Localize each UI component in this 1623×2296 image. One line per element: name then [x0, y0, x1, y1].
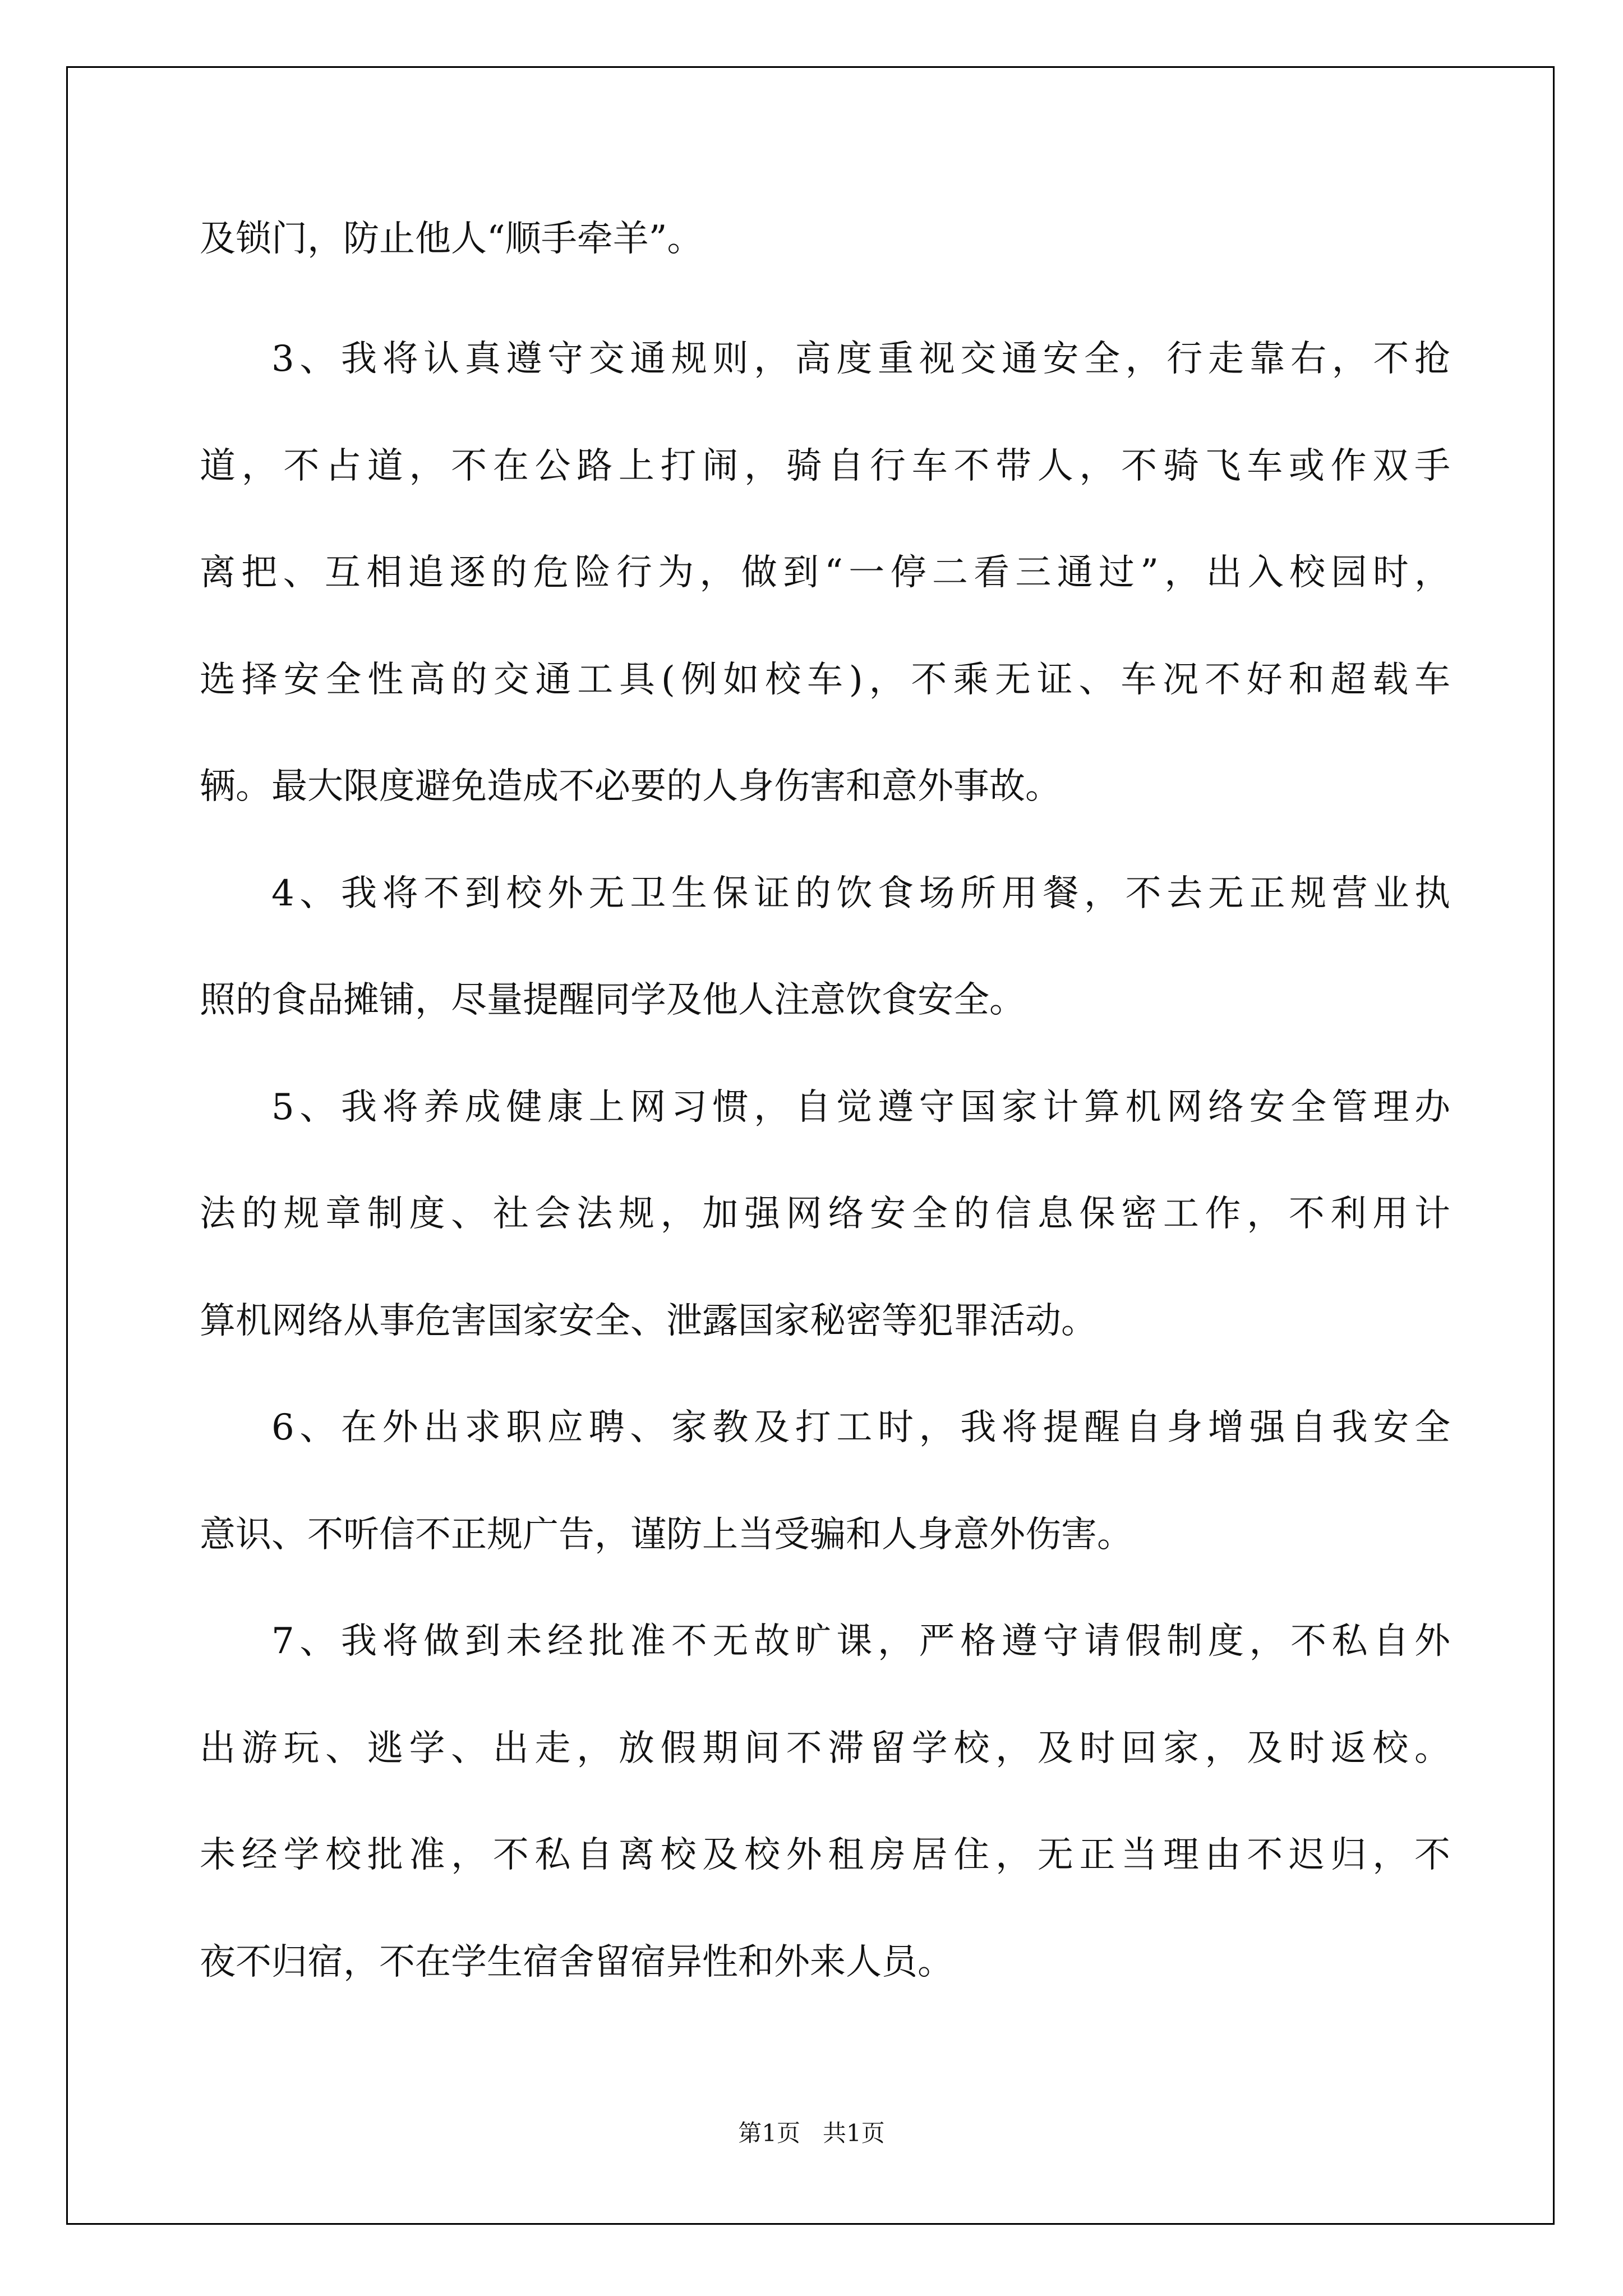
text-line: 离把、互相追逐的危险行为，做到“一停二看三通过”，出入校园时， [200, 552, 1450, 593]
text-line: 6、在外出求职应聘、家教及打工时，我将提醒自身增强自我安全 [271, 1407, 1450, 1448]
page-number-footer: 第1页 共1页 [738, 2119, 885, 2147]
text-line: 未经学校批准，不私自离校及校外租房居住，无正当理由不迟归，不 [200, 1834, 1450, 1876]
text-line: 及锁门，防止他人“顺手牵羊”。 [200, 218, 703, 260]
page-border [66, 66, 1555, 2225]
text-line: 道，不占道，不在公路上打闹，骑自行车不带人，不骑飞车或作双手 [200, 445, 1450, 487]
text-line: 照的食品摊铺，尽量提醒同学及他人注意饮食安全。 [200, 979, 1025, 1021]
text-line: 出游玩、逃学、出走，放假期间不滞留学校，及时回家，及时返校。 [200, 1728, 1450, 1769]
text-line: 法的规章制度、社会法规，加强网络安全的信息保密工作，不利用计 [200, 1193, 1450, 1235]
text-line: 3、我将认真遵守交通规则，高度重视交通安全，行走靠右，不抢 [271, 338, 1450, 380]
text-line: 4、我将不到校外无卫生保证的饮食场所用餐，不去无正规营业执 [271, 873, 1450, 914]
text-line: 选择安全性高的交通工具(例如校车)，不乘无证、车况不好和超载车 [200, 659, 1450, 701]
text-line: 算机网络从事危害国家安全、泄露国家秘密等犯罪活动。 [200, 1300, 1097, 1342]
text-line: 7、我将做到未经批准不无故旷课，严格遵守请假制度，不私自外 [271, 1621, 1450, 1662]
text-line: 辆。最大限度避免造成不必要的人身伤害和意外事故。 [200, 766, 1061, 807]
text-line: 意识、不听信不正规广告，谨防上当受骗和人身意外伤害。 [200, 1514, 1133, 1556]
text-line: 5、我将养成健康上网习惯，自觉遵守国家计算机网络安全管理办 [271, 1087, 1450, 1128]
text-line: 夜不归宿，不在学生宿舍留宿异性和外来人员。 [200, 1941, 953, 1983]
